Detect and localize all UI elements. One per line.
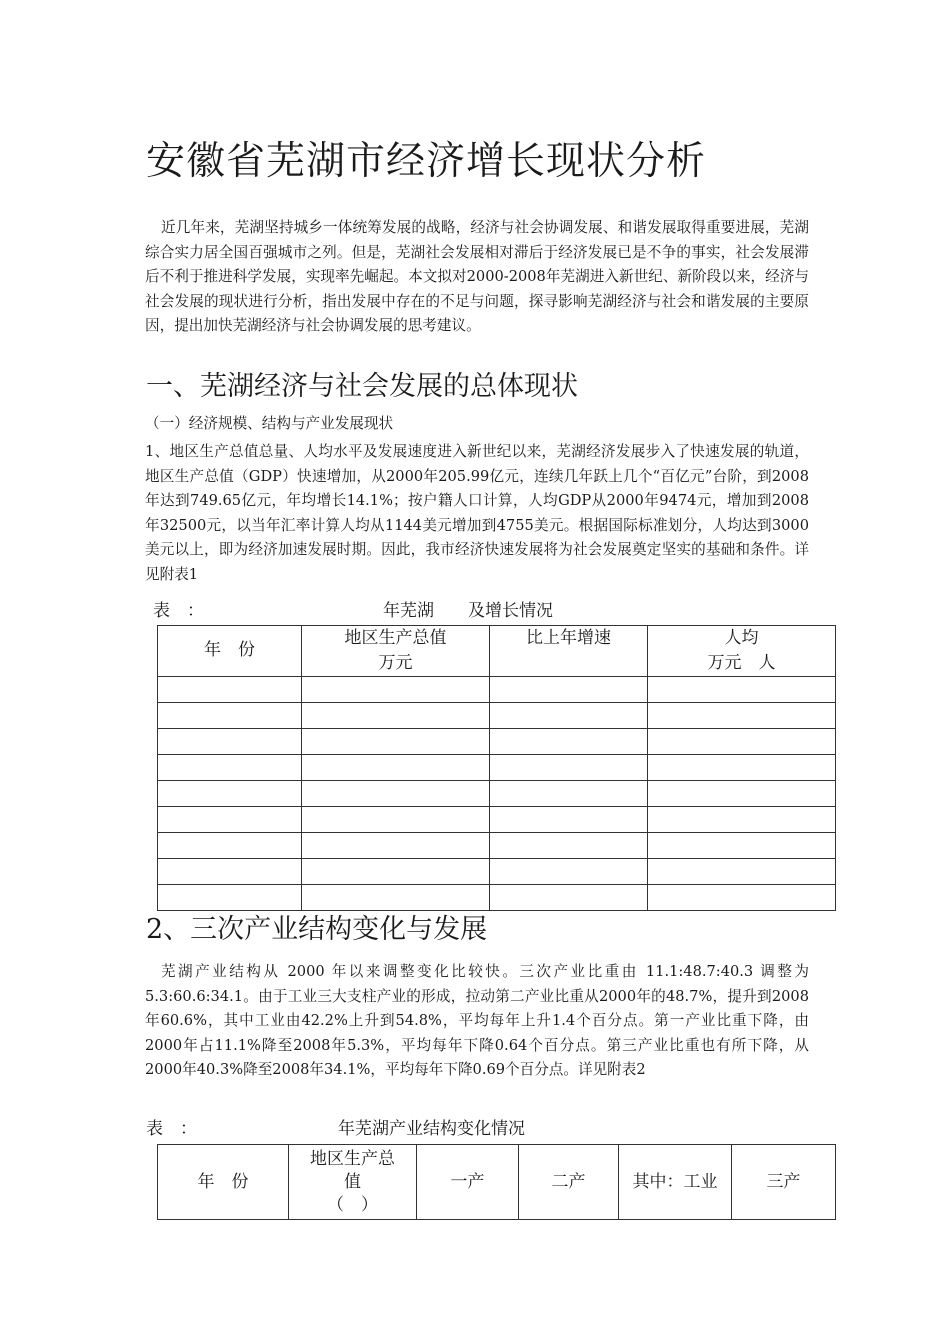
section-1-heading: 一、芜湖经济与社会发展的总体现状 [146, 371, 578, 402]
table-1 [157, 625, 836, 911]
table-1-header-row [158, 626, 836, 677]
paragraph-industry: 芜湖产业结构从 2000 年以来调整变化比较快。三次产业比重由 11.1:48.7:40.3 调整为5.3:60.6:34.1。由于工业三大支柱产业的形成，拉动第二产业比重从2000年的48.7%，提升到2008年60.6%，其中工业由42.2%上升到54.8%，平均每年上升1.4个百分点。第一产业比重下降，由2000年占11.1%降至2008年5.3%，平均每年下降0.64个百分点。第三产业比重也有所下降，从2000年40.3%降至2008年34.1%，平均每年下降0.69个百分点。详见附表2 [145, 963, 809, 1078]
table-1-caption-label: 表 ： [153, 601, 204, 621]
table-1-header-per-capita: 人均 万元 人 [648, 626, 836, 677]
table-2-header-secondary: 二产 [519, 1145, 619, 1220]
table-1-header-growth: 比上年增速 [490, 626, 648, 677]
table-1-caption-title: 年芜湖 及增长情况 [383, 601, 553, 621]
table-2-header-gdp: 地区生产总 值 （ ） [289, 1145, 417, 1220]
table-2 [157, 1144, 836, 1220]
intro-paragraph: 近几年来，芜湖坚持城乡一体统筹发展的战略，经济与社会协调发展、和谐发展取得重要进展，芜湖综合实力居全国百强城市之列。但是，芜湖社会发展相对滞后于经济发展已是不争的事实，社会发展滞后不利于推进科学发展，实现率先崛起。本文拟对2000-2008年芜湖进入新世纪、新阶段以来，经济与社会发展的现状进行分析，指出发展中存在的不足与问题，探寻影响芜湖经济与社会和谐发展的主要原因，提出加快芜湖经济与社会协调发展的思考建议。 [145, 219, 809, 334]
table-2-header-year: 年 份 [158, 1145, 289, 1220]
table-row [158, 703, 836, 729]
paragraph-gdp: 1、地区生产总值总量、人均水平及发展速度进入新世纪以来，芜湖经济发展步入了快速发展的轨道，地区生产总值（GDP）快速增加，从2000年205.99亿元，连续几年跃上几个“百亿元”台阶，到2008年达到749.65亿元，年均增长14.1%；按户籍人口计算，人均GDP从2000年9474元，增加到2008年32500元，以当年汇率计算人均从1144美元增加到4755美元。根据国际标准划分，人均达到3000美元以上，即为经济加速发展时期。因此，我市经济快速发展将为社会发展奠定坚实的基础和条件。详见附表1 [145, 443, 809, 583]
table-2-header-industry: 其中：工业 [619, 1145, 732, 1220]
table-row [158, 781, 836, 807]
table-row [158, 833, 836, 859]
section-2-heading: 2、三次产业结构变化与发展 [146, 914, 488, 945]
table-2-header-primary: 一产 [417, 1145, 519, 1220]
table-2-caption-title: 年芜湖产业结构变化情况 [338, 1119, 525, 1139]
table-row [158, 677, 836, 703]
subsection-1-heading: （一）经济规模、结构与产业发展现状 [145, 415, 394, 432]
table-1-header-gdp: 地区生产总值 万元 [302, 626, 490, 677]
table-row [158, 859, 836, 885]
table-2-header-row [158, 1145, 836, 1220]
document-title: 安徽省芜湖市经济增长现状分析 [146, 139, 707, 184]
table-row [158, 729, 836, 755]
table-1-header-year: 年 份 [158, 626, 302, 677]
table-row [158, 807, 836, 833]
table-2-caption-label: 表 ： [146, 1119, 197, 1139]
table-2-header-tertiary: 三产 [732, 1145, 836, 1220]
table-row [158, 755, 836, 781]
